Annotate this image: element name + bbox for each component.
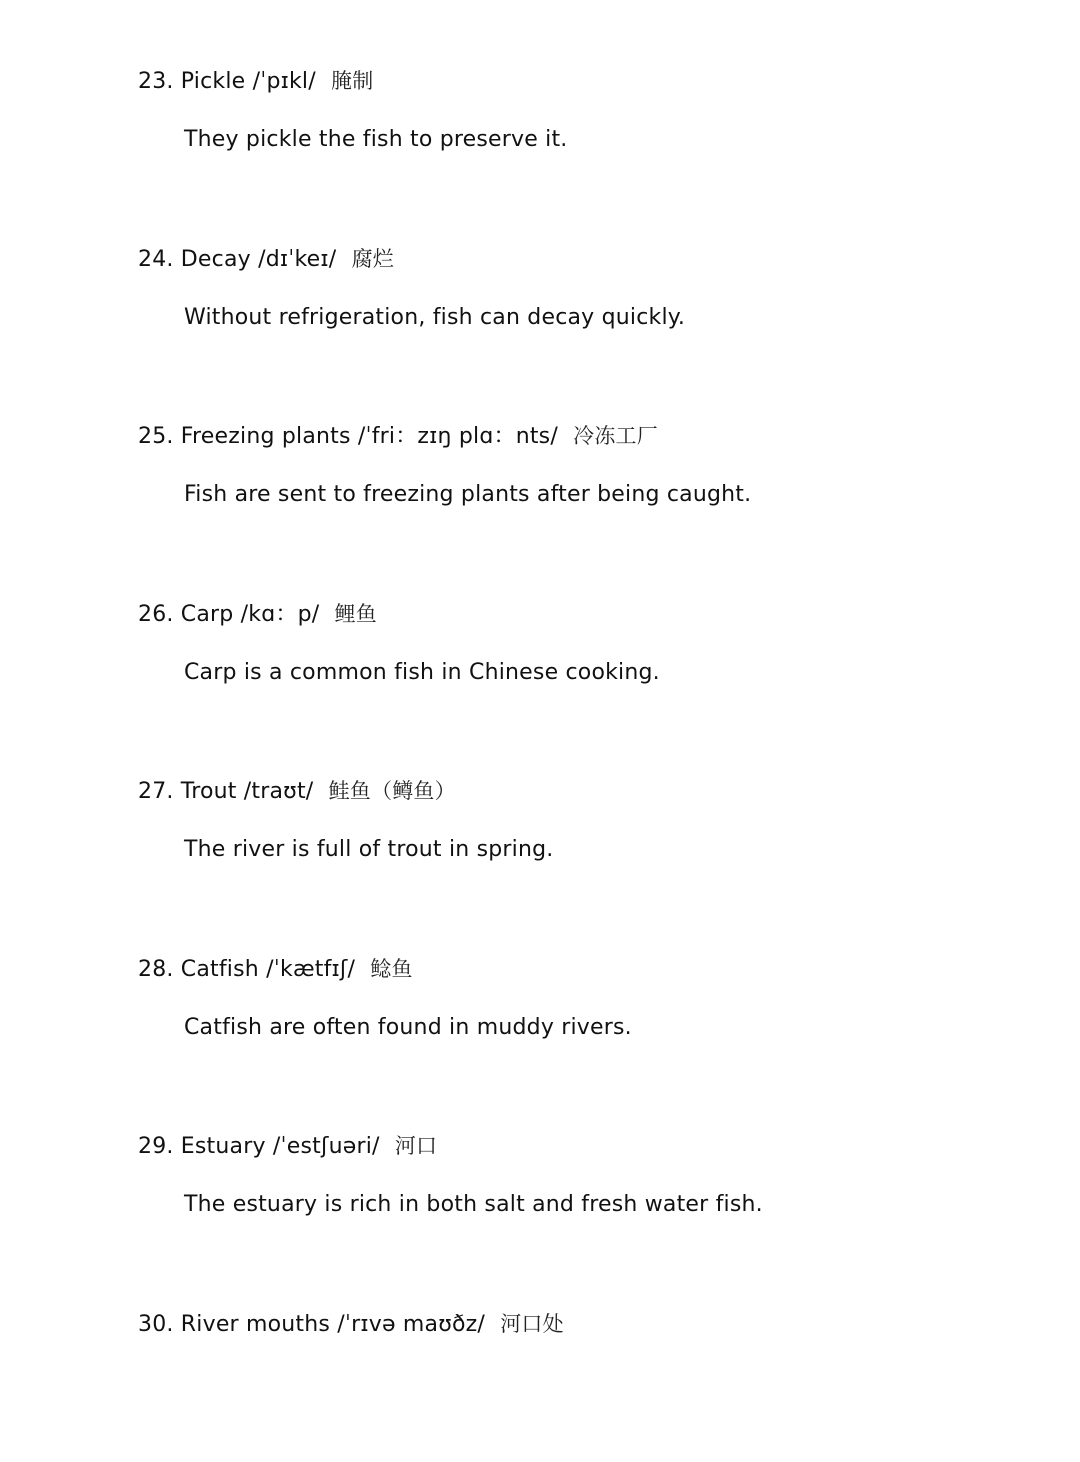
entry-example: Carp is a common fish in Chinese cooking. — [184, 660, 660, 685]
entry-word: Decay — [180, 247, 251, 272]
entry-word: Trout — [180, 779, 237, 804]
entry-phonetic: /ˈkætfɪʃ/ — [266, 957, 356, 982]
entry-phonetic: /ˈpɪkl/ — [252, 69, 316, 94]
vocab-entry-27 — [138, 774, 1018, 867]
entry-word: River mouths — [180, 1312, 331, 1337]
entry-chinese: 鲶鱼 — [370, 957, 413, 981]
vocab-entry-23 — [138, 64, 1018, 157]
entry-chinese: 河口处 — [500, 1312, 564, 1336]
entry-example: The river is full of trout in spring. — [184, 837, 554, 862]
entry-chinese: 腌制 — [331, 69, 374, 93]
entry-word: Freezing plants — [180, 424, 351, 449]
headword-line — [138, 1307, 1018, 1341]
headword-line — [138, 242, 1018, 276]
entry-phonetic: /dɪˈkeɪ/ — [258, 247, 337, 272]
vocab-entry-24 — [138, 242, 1018, 335]
entry-number: 24. — [138, 247, 174, 272]
entry-number: 23. — [138, 69, 174, 94]
headword-line — [138, 597, 1018, 631]
entry-phonetic: /traʊt/ — [243, 779, 314, 804]
vocab-entry-28 — [138, 952, 1018, 1045]
entry-number: 30. — [138, 1312, 174, 1337]
entry-word: Estuary — [180, 1134, 266, 1159]
entry-chinese: 鲤鱼 — [334, 602, 377, 626]
entry-phonetic: /ˈestʃuəri/ — [272, 1134, 380, 1159]
headword-line — [138, 774, 1018, 808]
entry-word: Catfish — [180, 957, 259, 982]
entry-number: 26. — [138, 602, 174, 627]
entry-number: 27. — [138, 779, 174, 804]
entry-chinese: 冷冻工厂 — [573, 424, 658, 448]
entry-example: Without refrigeration, fish can decay quickly. — [184, 305, 686, 330]
entry-example: Catfish are often found in muddy rivers. — [184, 1015, 632, 1040]
entry-phonetic: /ˈrɪvə maʊðz/ — [337, 1312, 486, 1337]
entry-number: 25. — [138, 424, 174, 449]
entry-example: Fish are sent to freezing plants after being caught. — [184, 482, 752, 507]
headword-line — [138, 952, 1018, 986]
entry-word: Pickle — [180, 69, 246, 94]
entry-number: 28. — [138, 957, 174, 982]
vocab-entry-30 — [138, 1307, 1018, 1341]
headword-line — [138, 64, 1018, 98]
vocab-entry-25 — [138, 419, 1018, 512]
entry-chinese: 河口 — [394, 1134, 438, 1158]
entry-number: 29. — [138, 1134, 174, 1159]
entry-example: They pickle the fish to preserve it. — [184, 127, 568, 152]
vocab-entry-26 — [138, 597, 1018, 690]
entry-phonetic: /ˈfri：zɪŋ plɑ：nts/ — [357, 424, 558, 449]
headword-line — [138, 1129, 1018, 1163]
entry-chinese: 鲑鱼（鳟鱼） — [328, 779, 456, 803]
entry-word: Carp — [180, 602, 234, 627]
vocab-entry-29 — [138, 1129, 1018, 1222]
entry-chinese: 腐烂 — [351, 247, 394, 271]
entry-phonetic: /kɑ：p/ — [240, 602, 320, 627]
entry-example: The estuary is rich in both salt and fresh water fish. — [184, 1192, 763, 1217]
headword-line — [138, 419, 1018, 453]
